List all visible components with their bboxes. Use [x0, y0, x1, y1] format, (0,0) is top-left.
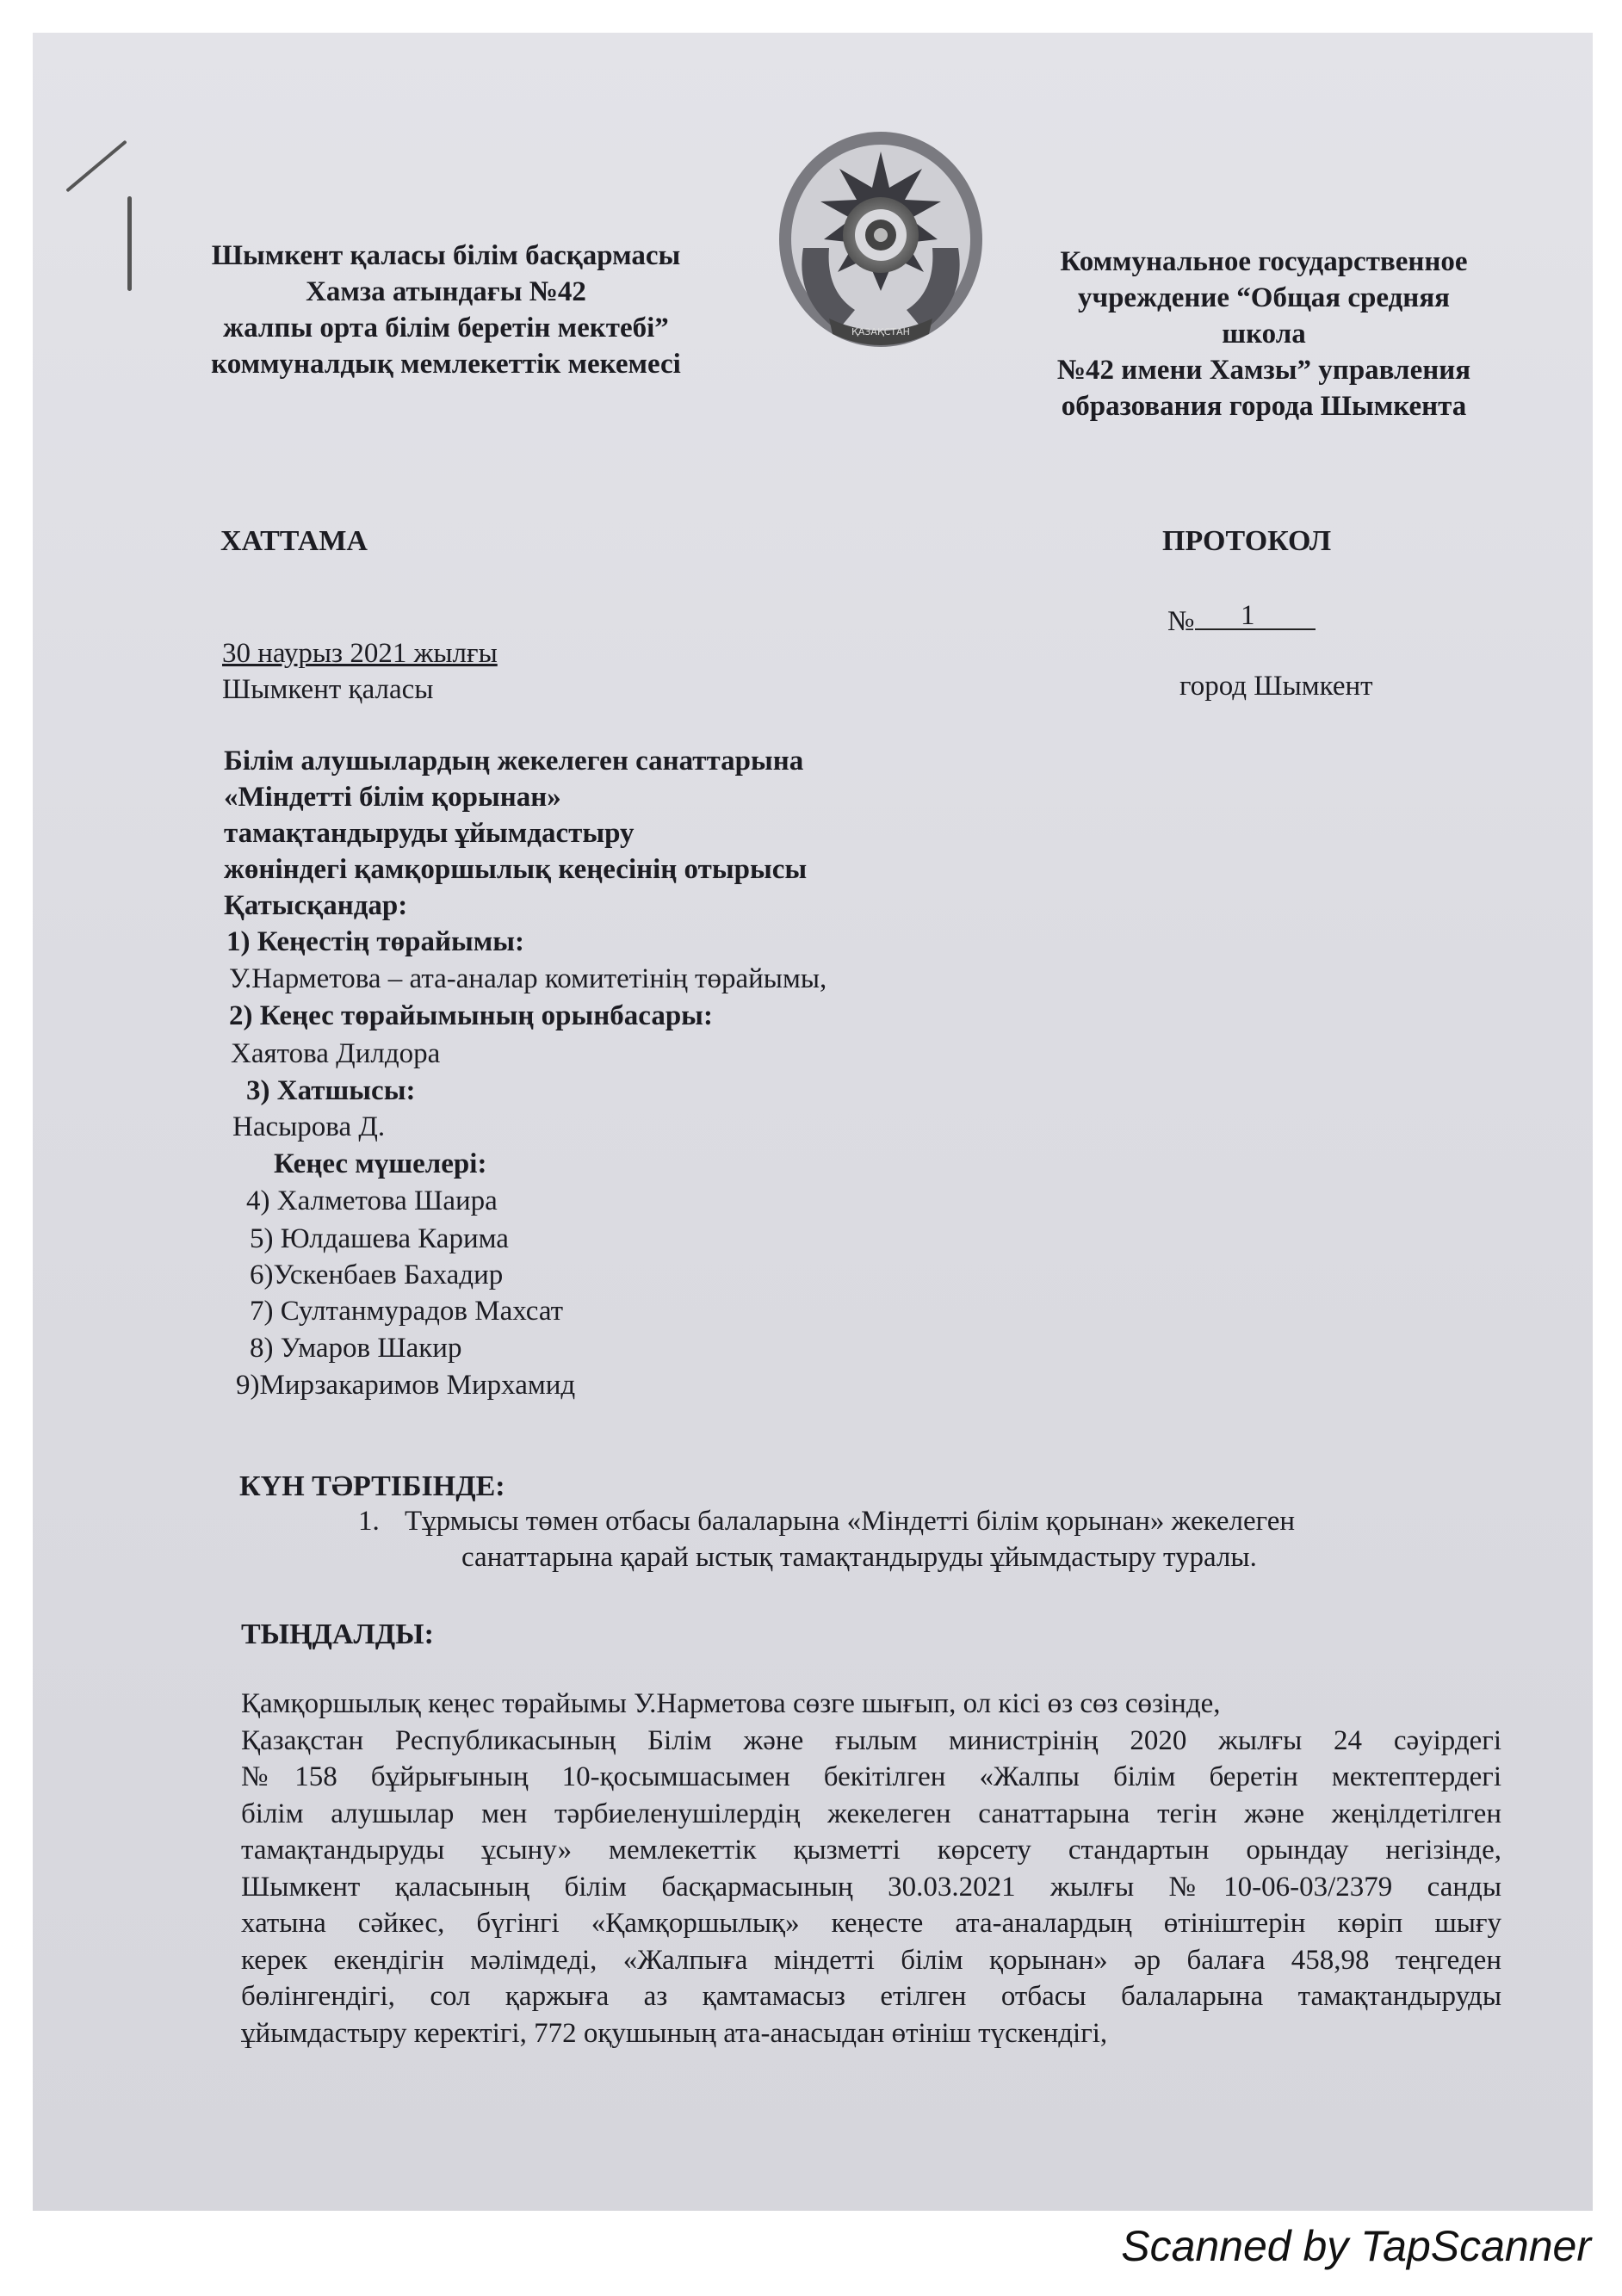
document-page — [33, 33, 1593, 2211]
header-left-line: жалпы орта білім беретін мектебі” — [223, 313, 669, 343]
agenda-heading: КҮН ТӘРТІБІНДЕ: — [239, 1470, 505, 1502]
member-item: 5) Юлдашева Карима — [250, 1223, 509, 1254]
subject-line: «Міндетті білім қорынан» — [224, 782, 561, 813]
deputy-name: Хаятова Дилдора — [231, 1038, 441, 1069]
members-label: Кеңес мүшелері: — [274, 1148, 487, 1179]
paragraph-line: Шымкент қаласының білім басқармасының 30.03.2021 жылғы №10-06-03/2379 санды — [241, 1871, 1501, 1903]
staple-mark — [127, 196, 132, 291]
deputy-label: 2) Кеңес төрайымының орынбасары: — [229, 1000, 713, 1031]
header-right-line: образования города Шымкента — [1061, 391, 1467, 422]
member-item: 8) Умаров Шакир — [250, 1333, 462, 1364]
paragraph-line: Қазақстан Республикасының Білім және ғылым министрінің 2020 жылғы 24 сәуірдегі — [241, 1724, 1501, 1756]
member-item: 9)Мирзакаримов Мирхамид — [236, 1370, 576, 1401]
attendance-heading: Қатысқандар: — [224, 890, 408, 921]
emblem-text: ҚАЗАҚСТАН — [851, 326, 910, 337]
header-left — [188, 238, 704, 382]
header-right-line: Коммунальное государственное — [1060, 246, 1468, 277]
agenda-item-line: санаттарына қарай ыстық тамақтандыруды ұйымдастыру туралы. — [461, 1542, 1257, 1573]
member-item: 6)Ускенбаев Бахадир — [250, 1259, 504, 1290]
state-emblem — [769, 127, 993, 360]
listened-heading: ТЫҢДАЛДЫ: — [241, 1618, 434, 1650]
secretary-label: 3) Хатшысы: — [246, 1075, 416, 1106]
subject — [224, 743, 807, 888]
paragraph-line: бөлінгендігі, сол қаржыға аз қамтамасыз етілген отбасы балаларына тамақтандыруды — [241, 1981, 1501, 2012]
listened-paragraph — [241, 1686, 1501, 2052]
paragraph-line: тамақтандыруды ұсыну» мемлекеттік қызметті көрсету стандартын орындау негізінде, — [241, 1835, 1501, 1866]
agenda-item-line: Тұрмысы төмен отбасы балаларына «Міндетті білім қорынан» жекелеген — [405, 1506, 1296, 1537]
title-kz: ХАТТАМА — [220, 525, 368, 557]
paragraph-line: керек екендігін мәлімдеді, «Жалпыға міндетті білім қорынан» әр балаға 458,98 теңгеден — [241, 1944, 1501, 1976]
date: 30 наурыз 2021 жылғы — [222, 638, 498, 669]
header-left-line: коммуналдық мемлекеттік мекемесі — [211, 349, 681, 380]
scanner-watermark: Scanned by TapScanner — [1121, 2222, 1591, 2270]
number-prefix: № — [1167, 606, 1195, 637]
paragraph-line: білім алушылар мен тәрбиеленушілердің жекелеген санаттарына тегін және жеңілдетілген — [241, 1798, 1501, 1829]
agenda-item-number: 1. — [358, 1506, 380, 1537]
title-ru: ПРОТОКОЛ — [1162, 525, 1332, 557]
header-left-line: Шымкент қаласы білім басқармасы — [211, 240, 681, 271]
header-left-line: Хамза атындағы №42 — [306, 276, 586, 307]
secretary-name: Насырова Д. — [232, 1111, 386, 1142]
header-right-line: школа — [1222, 319, 1306, 350]
header-right-line: №42 имени Хамзы” управления — [1056, 355, 1471, 386]
chair-label: 1) Кеңестің төрайымы: — [226, 926, 524, 957]
subject-line: Білім алушылардың жекелеген санаттарына — [224, 746, 804, 777]
chair-name: У.Нарметова – ата-аналар комитетінің төрайымы, — [229, 963, 827, 994]
header-right-line: учреждение “Общая средняя — [1077, 282, 1451, 313]
paragraph-line: №158 бұйрығының 10-қосымшасымен бекітілген «Жалпы білім беретін мектептердегі — [241, 1761, 1501, 1792]
number-value: 1 — [1241, 600, 1255, 631]
pencil-mark — [65, 140, 127, 193]
city-ru: город Шымкент — [1179, 671, 1373, 702]
member-item: 4) Халметова Шаира — [246, 1185, 498, 1216]
paragraph-line: ұйымдастыру керектігі, 772 оқушының ата-анасыдан өтініш түскендігі, — [241, 2017, 1108, 2049]
paragraph-line: хатына сәйкес, бүгінгі «Қамқоршылық» кеңесте ата-аналардың өтініштерін көріп шығу — [241, 1908, 1501, 1939]
member-item: 7) Султанмурадов Махсат — [250, 1296, 564, 1327]
city-kz: Шымкент қаласы — [222, 674, 434, 705]
subject-line: жөніндегі қамқоршылық кеңесінің отырысы — [224, 854, 808, 885]
paragraph-line: Қамқоршылық кеңес төрайымы У.Нарметова сөзге шығып, ол кісі өз сөз сөзінде, — [241, 1688, 1221, 1719]
subject-line: тамақтандыруды ұйымдастыру — [224, 818, 635, 849]
protocol-number — [1167, 600, 1316, 640]
header-right — [1023, 244, 1505, 424]
